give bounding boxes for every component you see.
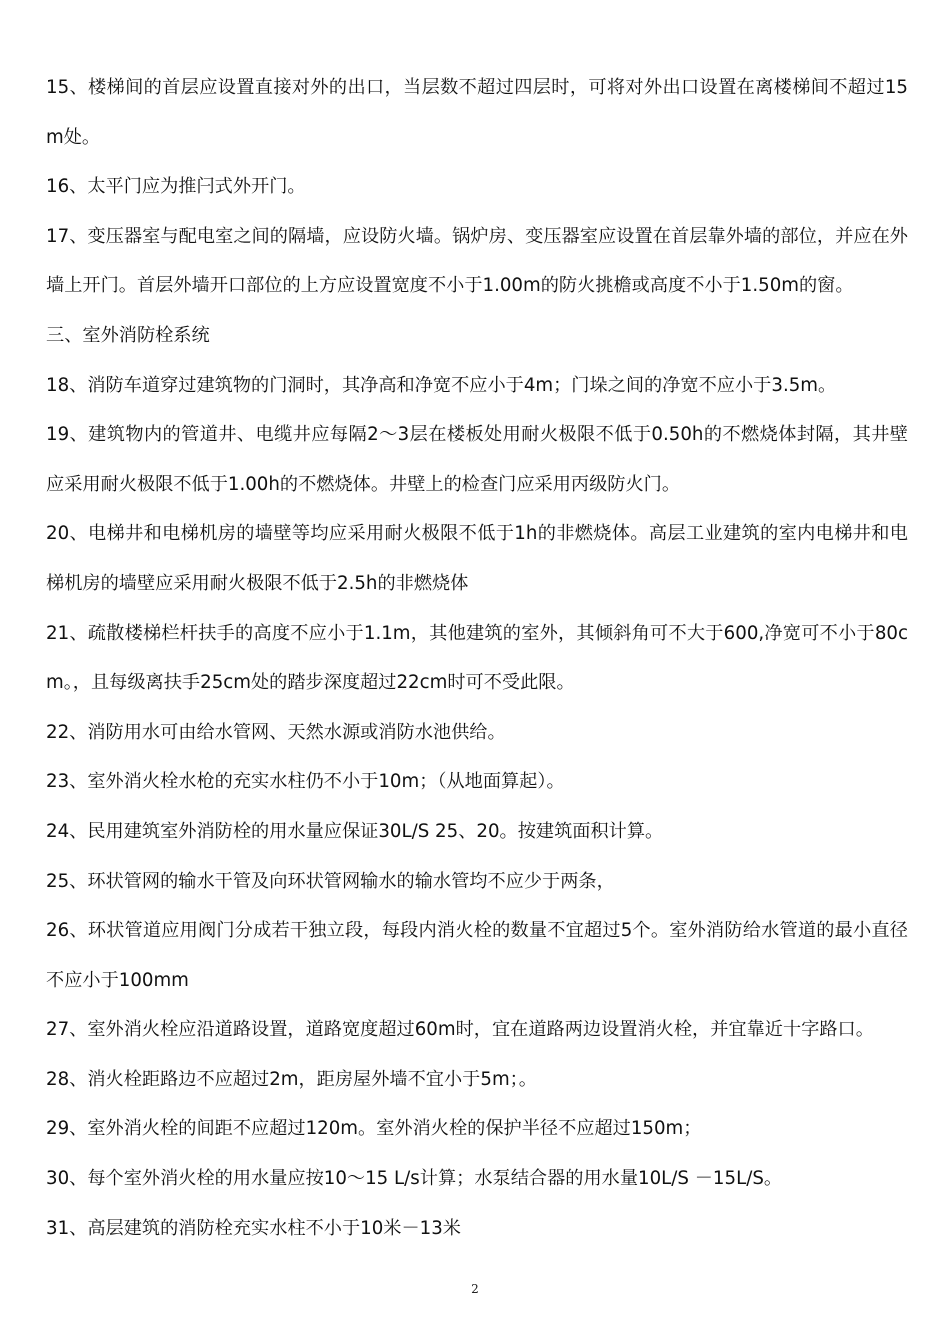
paragraph-24: 24、民用建筑室外消防栓的用水量应保证30L/S 25、20。按建筑面积计算。 bbox=[46, 820, 664, 842]
paragraph-16: 16、太平门应为推闩式外开门。 bbox=[46, 176, 306, 198]
paragraph-28: 28、消火栓距路边不应超过2m，距房屋外墙不宜小于5m；。 bbox=[46, 1068, 537, 1090]
paragraph-21: 21、疏散楼梯栏杆扶手的高度不应小于1.1m，其他建筑的室外，其倾斜角可不大于600,净宽可不小于80cm。，且每级离扶手25cm处的踏步深度超过22cm时可不受此限。 bbox=[46, 622, 908, 694]
paragraph-22: 22、消防用水可由给水管网、天然水源或消防水池供给。 bbox=[46, 721, 506, 743]
paragraph-20: 20、电梯井和电梯机房的墙壁等均应采用耐火极限不低于1h的非燃烧体。高层工业建筑的室内电梯井和电梯机房的墙壁应采用耐火极限不低于2.5h的非燃烧体 bbox=[46, 523, 908, 594]
section-heading-outdoor-hydrant-system: 三、室外消防栓系统 bbox=[46, 324, 210, 346]
page-number: 2 bbox=[471, 1282, 479, 1296]
paragraph-30: 30、每个室外消火栓的用水量应按10～15 L/s计算；水泵结合器的用水量10L/S －15L/S。 bbox=[46, 1168, 783, 1190]
paragraph-18: 18、消防车道穿过建筑物的门洞时，其净高和净宽不应小于4m；门垛之间的净宽不应小于3.5m。 bbox=[46, 374, 837, 396]
paragraph-27: 27、室外消火栓应沿道路设置，道路宽度超过60m时，宜在道路两边设置消火栓，并宜靠近十字路口。 bbox=[46, 1019, 874, 1041]
paragraph-26: 26、环状管道应用阀门分成若干独立段，每段内消火栓的数量不宜超过5个。室外消防给水管道的最小直径不应小于100mm bbox=[46, 920, 908, 991]
paragraph-25: 25、环状管网的输水干管及向环状管网输水的输水管均不应少于两条， bbox=[46, 870, 615, 892]
paragraph-17: 17、变压器室与配电室之间的隔墙，应设防火墙。锅炉房、变压器室应设置在首层靠外墙的部位，并应在外墙上开门。首层外墙开口部位的上方应设置宽度不小于1.00m的防火挑檐或高度不小于1.50m的窗。 bbox=[46, 225, 908, 297]
paragraph-29: 29、室外消火栓的间距不应超过120m。室外消火栓的保护半径不应超过150m； bbox=[46, 1118, 702, 1140]
paragraph-15: 15、楼梯间的首层应设置直接对外的出口，当层数不超过四层时，可将对外出口设置在离楼梯间不超过15m处。 bbox=[46, 77, 908, 148]
paragraph-23: 23、室外消火栓水枪的充实水柱仍不小于10m；（从地面算起）。 bbox=[46, 771, 565, 793]
paragraph-19: 19、建筑物内的管道井、电缆井应每隔2～3层在楼板处用耐火极限不低于0.50h的不燃烧体封隔，其井壁应采用耐火极限不低于1.00h的不燃烧体。井壁上的检查门应采用丙级防火门。 bbox=[46, 424, 908, 495]
document-body bbox=[46, 63, 908, 1253]
paragraph-31: 31、高层建筑的消防栓充实水柱不小于10米－13米 bbox=[46, 1217, 461, 1239]
